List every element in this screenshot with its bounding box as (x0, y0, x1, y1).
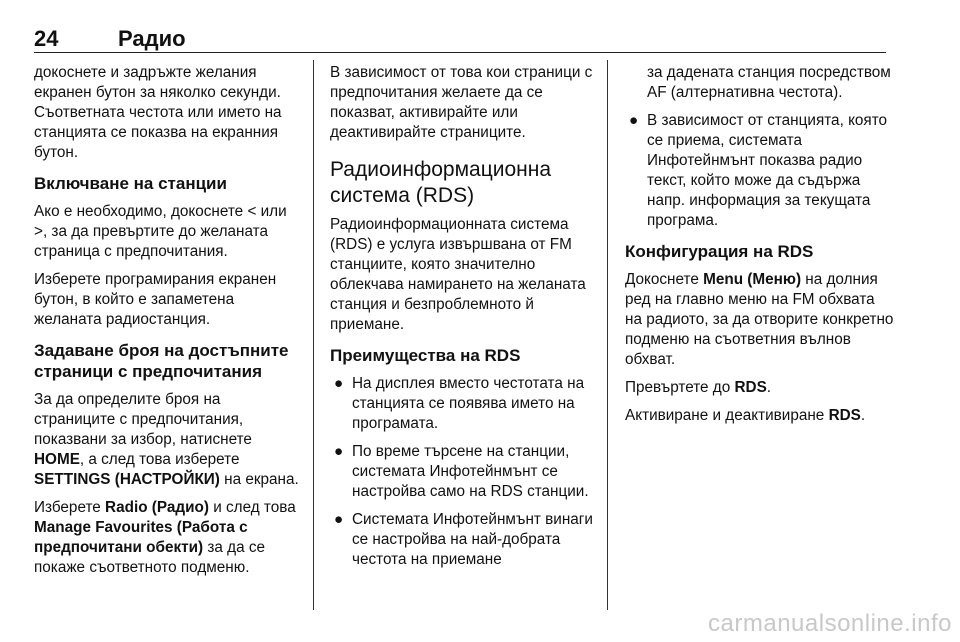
paragraph: Изберете програмирания екранен бутон, в който е запаметена желаната радиостанция. (34, 271, 277, 328)
rds-label: RDS (734, 379, 767, 396)
list-item (625, 111, 895, 231)
text: Ако е необходимо, докоснете (34, 203, 248, 220)
text: . (766, 379, 772, 396)
text: Изберете (34, 499, 106, 516)
radio-label: Radio (Радио) (105, 499, 209, 516)
chevron-left-icon: < (247, 203, 257, 220)
text: На дисплея вместо честотата на станцията се появява името на програмата. (352, 375, 585, 432)
list-item (330, 510, 596, 570)
text: Превъртете до (625, 379, 735, 396)
paragraph (34, 390, 300, 490)
manage-favourites-label: Manage Favourites (Работа с предпочитани обекти) (34, 519, 248, 556)
paragraph (34, 498, 300, 578)
column-divider (607, 60, 608, 610)
text: и след това (208, 499, 296, 516)
column-2 (330, 63, 596, 578)
text: , за да превъртите до желаната страница с предпочитания. (34, 223, 268, 260)
paragraph (625, 378, 895, 398)
text: За да определите броя на страниците с предпочитания, показвани за избор, натиснете (34, 391, 252, 448)
paragraph: за дадената станция посредством AF (алтернативна честота). (647, 64, 891, 101)
column-1 (34, 63, 300, 586)
text: за да се покаже съответното подменю. (34, 539, 265, 576)
heading-rds-config: Конфигурация на RDS (625, 242, 814, 261)
heading-rds: Радиоинформационна система (RDS) (330, 158, 552, 207)
column-divider (313, 60, 314, 610)
column-3 (625, 63, 895, 434)
section-title: Радио (118, 26, 186, 51)
bullet-list (330, 374, 596, 570)
menu-label: Menu (Меню) (703, 271, 802, 288)
heading-rds-advantages: Преимущества на RDS (330, 346, 521, 365)
text: Активиране и деактивиране (625, 407, 829, 424)
paragraph: докоснете и задръжте желания екранен бутон за няколко секунди. Съответната честота или името на станцията се показва на екранния бутон. (34, 64, 282, 161)
page-number: 24 (34, 26, 59, 51)
paragraph: Радиоинформационната система (RDS) е услуга извършвана от FM станциите, която значително облекчава намирането на желаната станция и безпроблемното й приемане. (330, 216, 586, 333)
bullet-list (625, 111, 895, 231)
list-item (330, 374, 596, 434)
bullet-icon: ● (334, 511, 344, 528)
text: на екрана. (219, 471, 299, 488)
paragraph: В зависимост от това кои страници с предпочитания желаете да се показват, активирайте или деактивирайте страниците. (330, 64, 593, 141)
watermark: carmanualsonline.info (708, 610, 952, 637)
settings-label: SETTINGS (НАСТРОЙКИ) (34, 471, 220, 488)
text: или (256, 203, 287, 220)
heading-set-pages: Задаване броя на достъпните страници с предпочитания (34, 341, 289, 381)
text: Докоснете (625, 271, 704, 288)
rds-label: RDS (828, 407, 861, 424)
text: , а след това изберете (79, 451, 240, 468)
bullet-icon: ● (334, 443, 344, 460)
list-item (330, 442, 596, 502)
text: По време търсене на станции, системата Инфотейнмънт се настройва само на RDS станции. (352, 443, 589, 500)
paragraph (625, 406, 895, 426)
bullet-icon: ● (629, 112, 639, 129)
bullet-icon: ● (334, 375, 344, 392)
text: на долния ред на главно меню на FM обхвата на радиото, за да отворите конкретно подменю на съответния вълнов обхват. (625, 271, 894, 368)
text: В зависимост от станцията, която се приема, системата Инфотейнмънт показва радио текст, който може да съдържа напр. информация за текущата програма. (647, 112, 888, 229)
home-label: HOME (34, 451, 80, 468)
paragraph (34, 202, 300, 262)
page-header (34, 26, 886, 53)
heading-switch-stations: Включване на станции (34, 174, 227, 193)
paragraph (625, 270, 895, 370)
text: Системата Инфотейнмънт винаги се настройва на най-добрата честота на приемане (352, 511, 593, 568)
chevron-right-icon: > (34, 223, 43, 240)
text: . (860, 407, 866, 424)
